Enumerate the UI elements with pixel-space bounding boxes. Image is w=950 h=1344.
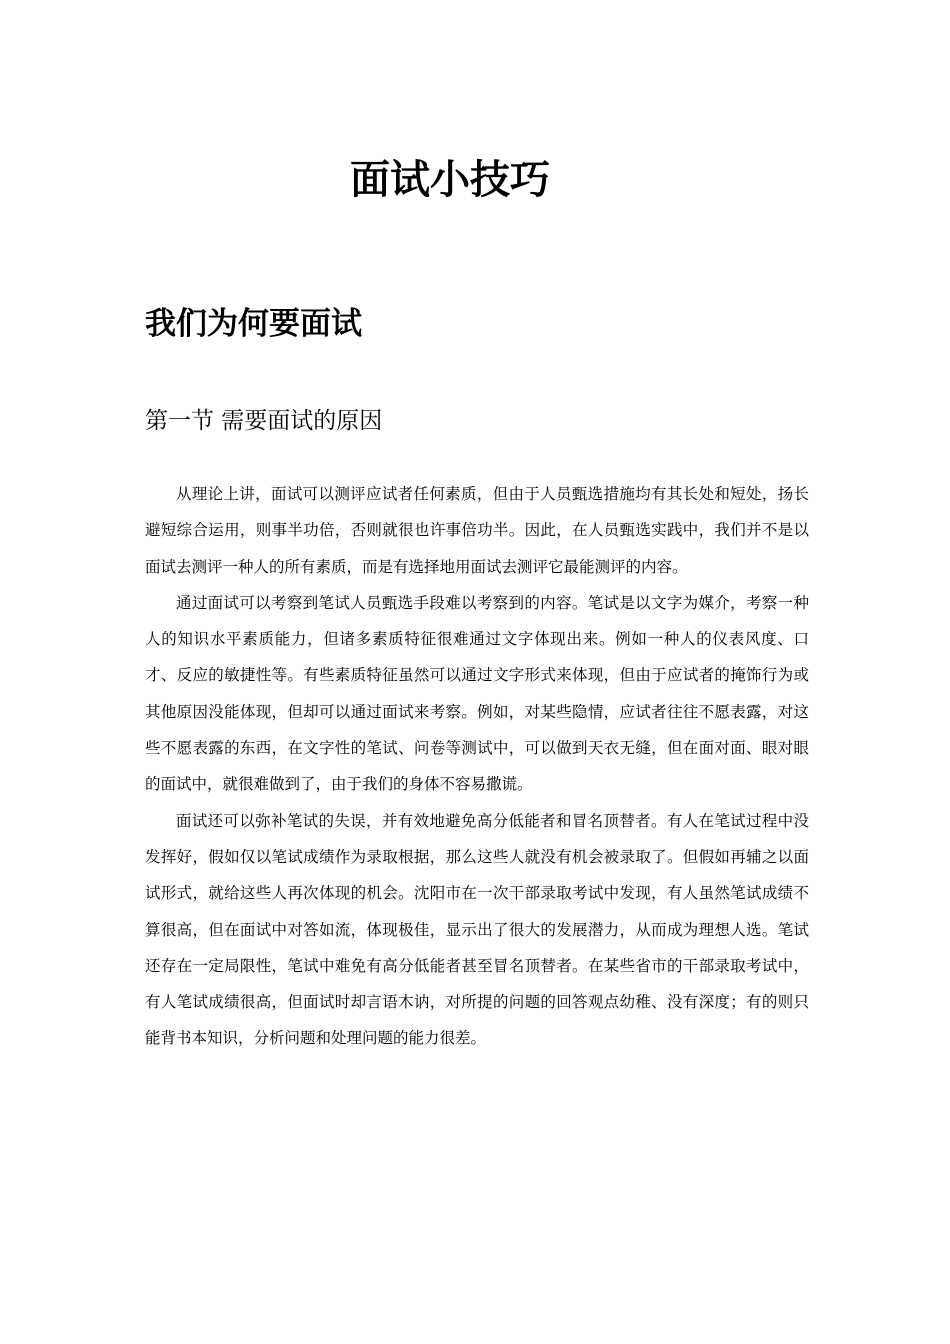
document-title: 面试小技巧 xyxy=(350,157,550,203)
paragraph: 从理论上讲，面试可以测评应试者任何素质，但由于人员甄选措施均有其长处和短处，扬长避短综合运用，则事半功倍，否则就很也许事倍功半。因此，在人员甄选实践中，我们并不是以面试去测评一种人的所有素质，而是有选择地用面试去测评它最能测评的内容。 xyxy=(145,485,809,576)
body-text xyxy=(145,476,809,1057)
paragraph: 通过面试可以考察到笔试人员甄选手段难以考察到的内容。笔试是以文字为媒介，考察一种人的知识水平素质能力，但诸多素质特征很难通过文字体现出来。例如一种人的仪表风度、口才、反应的敏捷性等。有些素质特征虽然可以通过文字形式来体现，但由于应试者的掩饰行为或其他原因没能体现，但却可以通过面试来考察。例如，对某些隐情，应试者往往不愿表露，对这些不愿表露的东西，在文字性的笔试、问卷等测试中，可以做到天衣无缝，但在面对面、眼对眼的面试中，就很难做到了，由于我们的身体不容易撒谎。 xyxy=(145,593,809,794)
paragraph: 面试还可以弥补笔试的失误，并有效地避免高分低能者和冒名顶替者。有人在笔试过程中没发挥好，假如仅以笔试成绩作为录取根据，那么这些人就没有机会被录取了。但假如再辅之以面试形式，就给这些人再次体现的机会。沈阳市在一次干部录取考试中发现，有人虽然笔试成绩不算很高，但在面试中对答如流，体现极佳，显示出了很大的发展潜力，从而成为理想人选。笔试还存在一定局限性，笔试中难免有高分低能者甚至冒名顶替者。在某些省市的干部录取考试中，有人笔试成绩很高，但面试时却言语木讷，对所提的问题的回答观点幼稚、没有深度；有的则只能背书本知识，分析问题和处理问题的能力很差。 xyxy=(145,811,809,1048)
chapter-title: 我们为何要面试 xyxy=(145,306,362,342)
section-title: 第一节 需要面试的原因 xyxy=(145,408,383,434)
